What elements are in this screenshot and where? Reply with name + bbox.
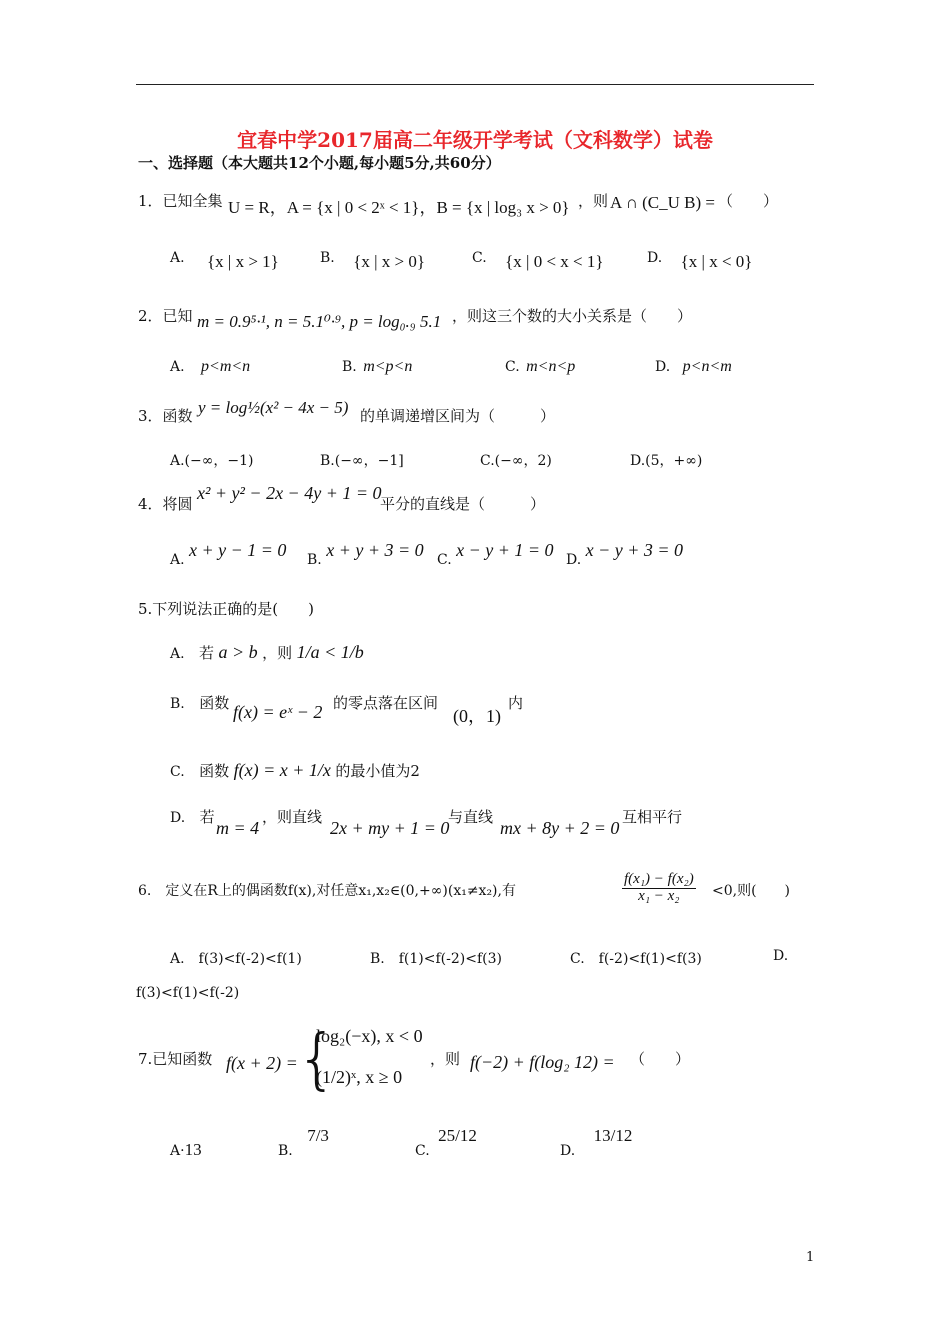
q7-option-b[interactable]: B. 7/3: [278, 1126, 329, 1159]
q1-ask: A ∩ (C_U B) =: [610, 193, 715, 212]
q1-tail: ，则: [578, 192, 609, 210]
q6-option-d-text: f(3)<f(1)<f(-2): [136, 985, 240, 1001]
section-heading: 一、选择题（本大题共12个小题,每小题5分,共60分）: [138, 154, 501, 172]
page-title: 宜春中学2017届高二年级开学考试（文科数学）试卷: [237, 128, 713, 152]
q1-paren: （ ）: [718, 192, 779, 210]
q5-d-tail: 互相平行: [622, 808, 683, 826]
q3-option-d[interactable]: D.(5，+∞): [630, 453, 703, 469]
q5-a-conclusion: 1/a < 1/b: [296, 642, 364, 662]
q1-option-c[interactable]: C. {x | 0 < x < 1}: [472, 250, 604, 271]
q5-d-line2: mx + 8y + 2 = 0: [500, 818, 620, 838]
q7-case1: log₂(−x), x < 0: [316, 1026, 423, 1046]
q4-stem: 4．将圆: [138, 495, 193, 513]
q5-d-mid2: 与直线: [448, 808, 494, 826]
q7-option-d[interactable]: D. 13/12: [560, 1126, 633, 1159]
q5-option-a[interactable]: A. 若 a > b ，则 1/a < 1/b: [170, 642, 364, 662]
q2-stem: 2．已知: [138, 307, 193, 325]
q7-case2: (1/2)ˣ, x ≥ 0: [316, 1067, 403, 1087]
q3-tail: 的单调递增区间为（ ）: [360, 407, 556, 425]
q4-option-d[interactable]: D. x − y + 3 = 0: [566, 540, 684, 568]
q2-option-a[interactable]: A. p<m<n: [170, 358, 251, 375]
q6-option-a[interactable]: A. f(3)<f(-2)<f(1): [170, 951, 302, 967]
q5-option-b[interactable]: B. 函数: [170, 694, 230, 712]
q2-option-b[interactable]: B. m<p<n: [342, 358, 413, 375]
q5-b-interval: (0，1): [453, 706, 501, 726]
q2-expression: m = 0.9⁵·¹, n = 5.1⁰·⁹, p = log₀.₉ 5.1: [197, 312, 442, 331]
q6-option-d[interactable]: D.: [773, 948, 789, 964]
q5-d-condition: m = 4: [216, 818, 260, 838]
q3-option-c[interactable]: C.(−∞，2): [480, 453, 552, 469]
q3-expression: y = log½(x² − 4x − 5): [198, 398, 349, 417]
q1-option-d[interactable]: D. {x | x < 0}: [647, 250, 753, 271]
q1-stem: 1．已知全集: [138, 192, 223, 210]
q7-brace: {: [296, 1020, 338, 1097]
q6-stem: 6. 定义在R上的偶函数f(x),对任意x₁,x₂∈(0,+∞)(x₁≠x₂),有: [138, 883, 516, 899]
q4-option-a[interactable]: A. x + y − 1 = 0: [170, 540, 287, 568]
q7-lhs: f(x + 2) =: [226, 1053, 298, 1073]
q5-d-line1: 2x + my + 1 = 0: [330, 818, 450, 838]
q2-option-d[interactable]: D. p<n<m: [655, 358, 732, 375]
q5-option-d[interactable]: D. 若: [170, 808, 215, 826]
q6-fraction: [620, 872, 698, 905]
q3-stem: 3．函数: [138, 407, 193, 425]
q5-b-tail: 内: [508, 694, 524, 712]
q6-frac-numerator: f(x₁) − f(x₂): [624, 871, 694, 887]
q2-tail: ，则这三个数的大小关系是（ ）: [452, 307, 693, 325]
q7-paren: （ ）: [630, 1050, 691, 1068]
q4-tail: 平分的直线是（ ）: [380, 495, 546, 513]
q4-option-c[interactable]: C. x − y + 1 = 0: [437, 540, 554, 568]
q6-frac-denominator: x₁ − x₂: [638, 887, 680, 904]
q7-option-c[interactable]: C. 25/12: [415, 1126, 477, 1159]
q6-option-c[interactable]: C. f(-2)<f(1)<f(3): [570, 951, 702, 967]
q3-option-b[interactable]: B.(−∞，−1]: [320, 453, 404, 469]
q5-stem: 5.下列说法正确的是( ): [138, 600, 315, 618]
question-1: [138, 190, 223, 211]
q1-option-b[interactable]: B. {x | x > 0}: [320, 250, 426, 271]
q3-option-a[interactable]: A.(−∞，−1): [170, 453, 254, 469]
q5-option-c[interactable]: C. 函数 f(x) = x + 1/x 的最小值为2: [170, 760, 420, 780]
q5-b-expression: f(x) = eˣ − 2: [233, 702, 323, 722]
q2-option-c[interactable]: C. m<n<p: [505, 358, 576, 375]
q7-option-a[interactable]: A·13: [170, 1140, 202, 1159]
q1-option-a[interactable]: A. {x | x > 1}: [170, 250, 279, 271]
page-number: 1: [806, 1250, 815, 1265]
q7-ask: f(−2) + f(log₂ 12) =: [470, 1052, 615, 1072]
q5-d-mid: ，则直线: [262, 808, 323, 826]
q7-stem: 7.已知函数: [138, 1050, 213, 1068]
q4-expression: x² + y² − 2x − 4y + 1 = 0: [197, 483, 382, 503]
q4-option-b[interactable]: B. x + y + 3 = 0: [307, 540, 424, 568]
q6-tail: <0,则( ): [712, 883, 791, 899]
q6-option-b[interactable]: B. f(1)<f(-2)<f(3): [370, 951, 502, 967]
q7-mid: ，则: [430, 1050, 461, 1068]
q1-expression: U = R，A = {x | 0 < 2ˣ < 1}，B = {x | log₃ x > 0}: [228, 198, 570, 217]
q5-b-mid: 的零点落在区间: [333, 694, 439, 712]
header-rule: [136, 84, 814, 85]
